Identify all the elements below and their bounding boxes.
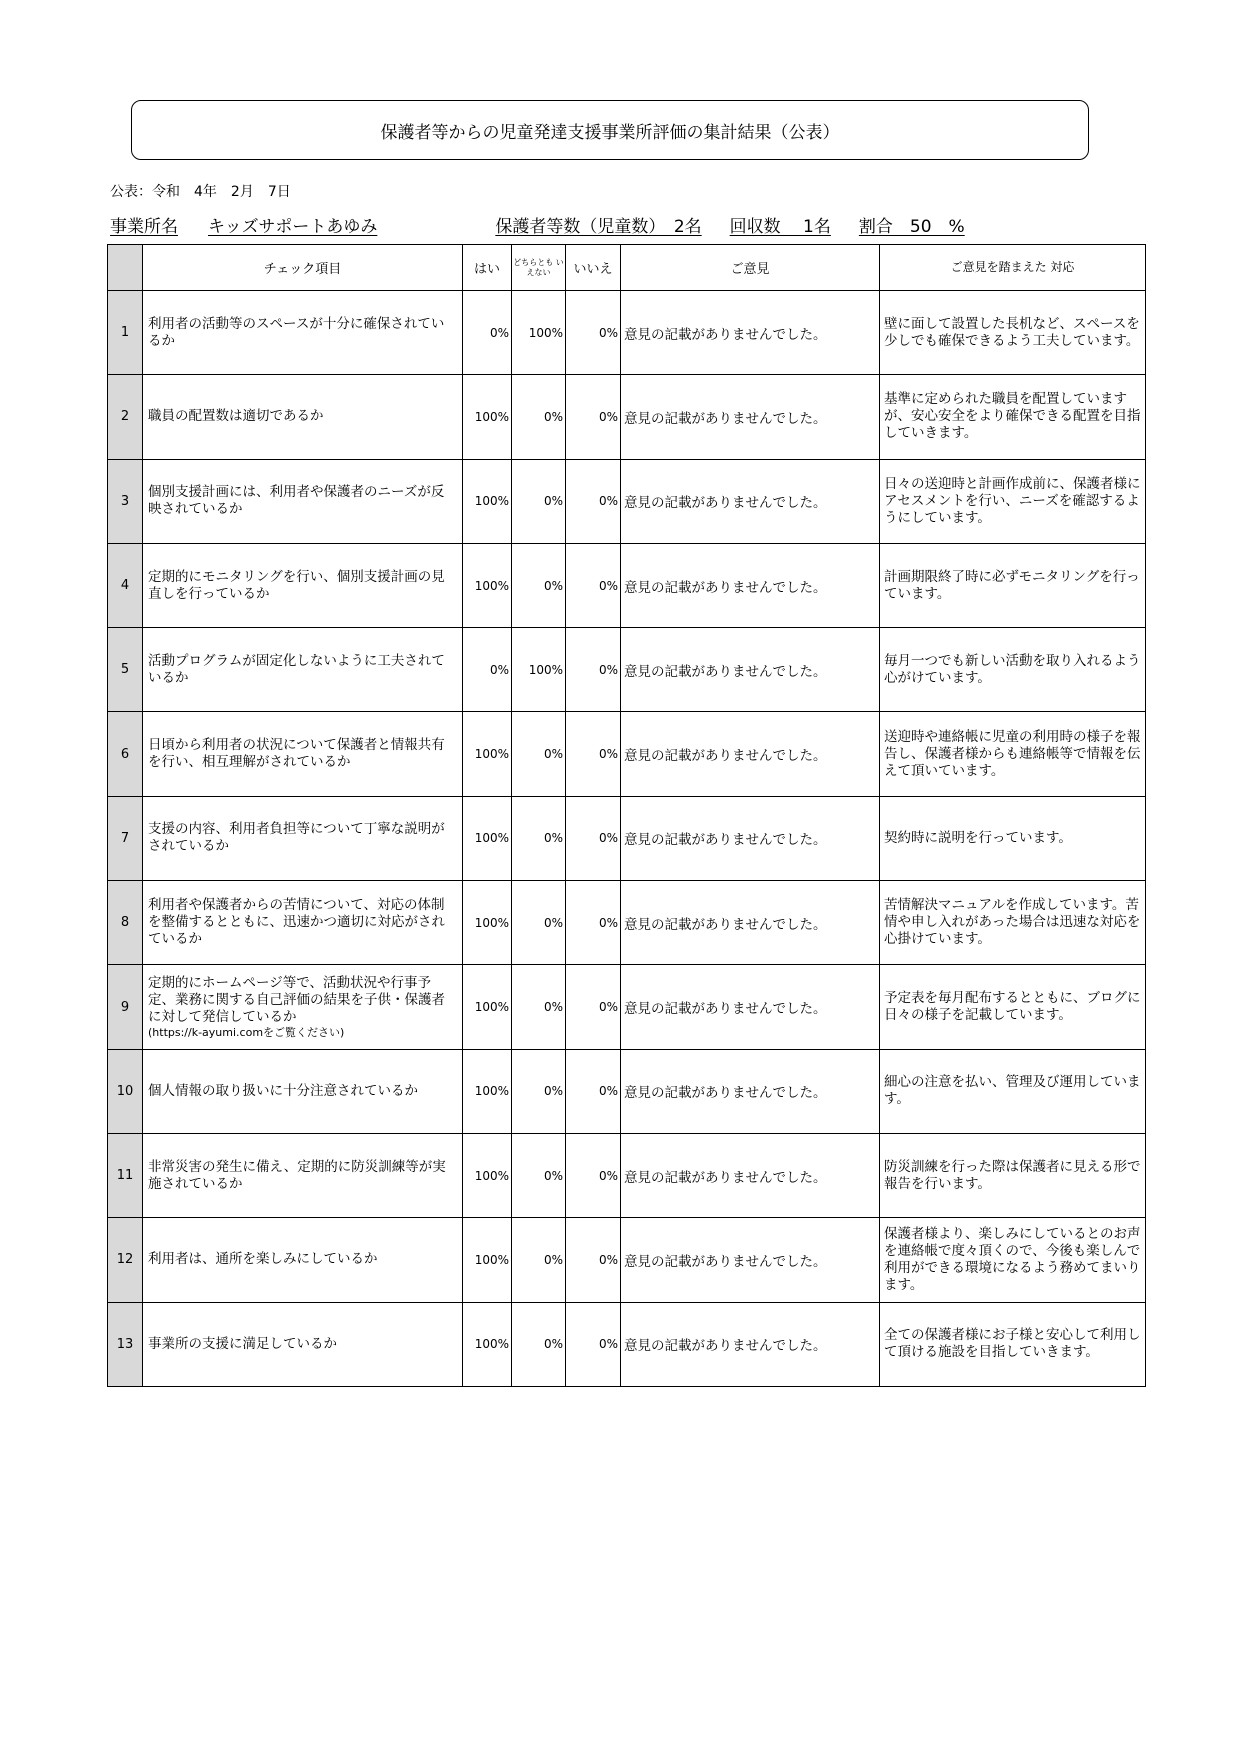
yes-percent: 100% xyxy=(463,459,512,543)
response-text: 全ての保護者様にお子様と安心して利用して頂ける施設を目指していきます。 xyxy=(880,1302,1146,1386)
neither-percent: 0% xyxy=(512,965,566,1049)
check-item xyxy=(143,459,463,543)
yes-percent: 0% xyxy=(463,628,512,712)
check-item-text: 定期的にホームページ等で、活動状況や行事予定、業務に関する自己評価の結果を子供・保護者に対して発信しているか xyxy=(148,974,445,1025)
yes-percent: 100% xyxy=(463,543,512,627)
office-label: 事業所名 xyxy=(110,217,178,237)
document-title: 保護者等からの児童発達支援事業所評価の集計結果（公表） xyxy=(131,100,1089,160)
row-number: 13 xyxy=(108,1302,143,1386)
no-percent: 0% xyxy=(566,1049,621,1133)
row-number: 5 xyxy=(108,628,143,712)
table-row xyxy=(108,375,1146,459)
response-text: 壁に面して設置した長机など、スペースを少しでも確保できるよう工夫しています。 xyxy=(880,291,1146,375)
opinion-text: 意見の記載がありませんでした。 xyxy=(621,712,880,796)
neither-percent: 0% xyxy=(512,1133,566,1217)
yes-percent: 100% xyxy=(463,1133,512,1217)
yes-percent: 0% xyxy=(463,291,512,375)
response-text: 日々の送迎時と計画作成前に、保護者様にアセスメントを行い、ニーズを確認するようにしています。 xyxy=(880,459,1146,543)
opinion-text: 意見の記載がありませんでした。 xyxy=(621,1133,880,1217)
response-ratio: 割合 50 % xyxy=(858,217,965,237)
neither-percent: 100% xyxy=(512,291,566,375)
check-item-text: 非常災害の発生に備え、定期的に防災訓練等が実施されているか xyxy=(148,1158,446,1192)
table-row xyxy=(108,796,1146,880)
yes-percent: 100% xyxy=(463,1049,512,1133)
table-row xyxy=(108,1133,1146,1217)
neither-percent: 0% xyxy=(512,881,566,965)
guardian-count: 保護者等数（児童数） 2名 xyxy=(495,217,702,237)
check-item-text: 利用者や保護者からの苦情について、対応の体制を整備するとともに、迅速かつ適切に対応がされているか xyxy=(148,897,445,948)
table-row xyxy=(108,543,1146,627)
check-item-text: 利用者の活動等のスペースが十分に確保されているか xyxy=(148,315,445,349)
publication-date: 公表：令和 4年 2月 7日 xyxy=(110,184,291,200)
no-percent: 0% xyxy=(566,965,621,1049)
check-item xyxy=(143,291,463,375)
check-item-text: 活動プログラムが固定化しないように工夫されているか xyxy=(148,652,445,686)
header-number xyxy=(108,245,143,291)
yes-percent: 100% xyxy=(463,796,512,880)
no-percent: 0% xyxy=(566,543,621,627)
row-number: 8 xyxy=(108,881,143,965)
check-item-text: 支援の内容、利用者負担等について丁寧な説明がされているか xyxy=(148,821,445,855)
header-neither: どちらとも いえない xyxy=(512,245,566,291)
no-percent: 0% xyxy=(566,796,621,880)
opinion-text: 意見の記載がありませんでした。 xyxy=(621,459,880,543)
response-text: 送迎時や連絡帳に児童の利用時の様子を報告し、保護者様からも連絡帳等で情報を伝えて頂いています。 xyxy=(880,712,1146,796)
row-number: 4 xyxy=(108,543,143,627)
row-number: 12 xyxy=(108,1218,143,1302)
neither-percent: 0% xyxy=(512,712,566,796)
neither-percent: 0% xyxy=(512,375,566,459)
yes-percent: 100% xyxy=(463,965,512,1049)
opinion-text: 意見の記載がありませんでした。 xyxy=(621,628,880,712)
table-row xyxy=(108,712,1146,796)
no-percent: 0% xyxy=(566,459,621,543)
header-item: チェック項目 xyxy=(143,245,463,291)
table-row xyxy=(108,1218,1146,1302)
yes-percent: 100% xyxy=(463,712,512,796)
check-item xyxy=(143,1302,463,1386)
check-item-text: 職員の配置数は適切であるか xyxy=(148,408,324,425)
check-item xyxy=(143,796,463,880)
opinion-text: 意見の記載がありませんでした。 xyxy=(621,965,880,1049)
opinion-text: 意見の記載がありませんでした。 xyxy=(621,1049,880,1133)
response-text: 苦情解決マニュアルを作成しています。苦情や申し入れがあった場合は迅速な対応を心掛けています。 xyxy=(880,881,1146,965)
row-number: 11 xyxy=(108,1133,143,1217)
no-percent: 0% xyxy=(566,628,621,712)
no-percent: 0% xyxy=(566,291,621,375)
row-number: 3 xyxy=(108,459,143,543)
header-opinion: ご意見 xyxy=(621,245,880,291)
row-number: 1 xyxy=(108,291,143,375)
neither-percent: 0% xyxy=(512,796,566,880)
neither-percent: 0% xyxy=(512,543,566,627)
no-percent: 0% xyxy=(566,881,621,965)
response-count: 回収数 1名 xyxy=(729,217,831,237)
yes-percent: 100% xyxy=(463,881,512,965)
neither-percent: 100% xyxy=(512,628,566,712)
yes-percent: 100% xyxy=(463,1218,512,1302)
table-row xyxy=(108,1049,1146,1133)
opinion-text: 意見の記載がありませんでした。 xyxy=(621,881,880,965)
no-percent: 0% xyxy=(566,1218,621,1302)
check-item xyxy=(143,965,463,1049)
response-text: 細心の注意を払い、管理及び運用しています。 xyxy=(880,1049,1146,1133)
check-item xyxy=(143,543,463,627)
neither-percent: 0% xyxy=(512,1302,566,1386)
yes-percent: 100% xyxy=(463,375,512,459)
evaluation-table xyxy=(107,244,1146,1387)
table-row xyxy=(108,1302,1146,1386)
table-row xyxy=(108,965,1146,1049)
header-response: ご意見を踏まえた 対応 xyxy=(880,245,1146,291)
neither-percent: 0% xyxy=(512,1049,566,1133)
row-number: 10 xyxy=(108,1049,143,1133)
check-item xyxy=(143,1218,463,1302)
table-row xyxy=(108,291,1146,375)
row-number: 9 xyxy=(108,965,143,1049)
yes-percent: 100% xyxy=(463,1302,512,1386)
opinion-text: 意見の記載がありませんでした。 xyxy=(621,1302,880,1386)
response-text: 契約時に説明を行っています。 xyxy=(880,796,1146,880)
count-info xyxy=(495,217,964,237)
table-row xyxy=(108,628,1146,712)
no-percent: 0% xyxy=(566,1302,621,1386)
row-number: 7 xyxy=(108,796,143,880)
check-item-text: 利用者は、通所を楽しみにしているか xyxy=(148,1251,378,1268)
opinion-text: 意見の記載がありませんでした。 xyxy=(621,1218,880,1302)
response-text: 防災訓練を行った際は保護者に見える形で報告を行います。 xyxy=(880,1133,1146,1217)
check-item-text: 個人情報の取り扱いに十分注意されているか xyxy=(148,1082,418,1099)
check-item-text: 日頃から利用者の状況について保護者と情報共有を行い、相互理解がされているか xyxy=(148,737,445,771)
opinion-text: 意見の記載がありませんでした。 xyxy=(621,796,880,880)
check-item xyxy=(143,1049,463,1133)
table-row xyxy=(108,881,1146,965)
check-item-text: 定期的にモニタリングを行い、個別支援計画の見直しを行っているか xyxy=(148,568,445,602)
check-item-text: 個別支援計画には、利用者や保護者のニーズが反映されているか xyxy=(148,484,445,518)
office-name: キッズサポートあゆみ xyxy=(208,217,378,237)
no-percent: 0% xyxy=(566,712,621,796)
opinion-text: 意見の記載がありませんでした。 xyxy=(621,543,880,627)
office-summary xyxy=(110,212,965,237)
response-text: 予定表を毎月配布するとともに、ブログに日々の様子を記載しています。 xyxy=(880,965,1146,1049)
neither-percent: 0% xyxy=(512,1218,566,1302)
check-item xyxy=(143,712,463,796)
check-item-note: (https://k-ayumi.comをご覧ください) xyxy=(148,1025,345,1039)
check-item xyxy=(143,628,463,712)
neither-percent: 0% xyxy=(512,459,566,543)
table-header-row xyxy=(108,245,1146,291)
check-item xyxy=(143,375,463,459)
response-text: 毎月一つでも新しい活動を取り入れるよう心がけています。 xyxy=(880,628,1146,712)
check-item-text: 事業所の支援に満足しているか xyxy=(148,1335,337,1352)
response-text: 基準に定められた職員を配置していますが、安心安全をより確保できる配置を目指していきます。 xyxy=(880,375,1146,459)
no-percent: 0% xyxy=(566,1133,621,1217)
header-yes: はい xyxy=(463,245,512,291)
check-item xyxy=(143,1133,463,1217)
row-number: 2 xyxy=(108,375,143,459)
no-percent: 0% xyxy=(566,375,621,459)
opinion-text: 意見の記載がありませんでした。 xyxy=(621,291,880,375)
row-number: 6 xyxy=(108,712,143,796)
check-item xyxy=(143,881,463,965)
table-row xyxy=(108,459,1146,543)
response-text: 計画期限終了時に必ずモニタリングを行っています。 xyxy=(880,543,1146,627)
opinion-text: 意見の記載がありませんでした。 xyxy=(621,375,880,459)
header-no: いいえ xyxy=(566,245,621,291)
response-text: 保護者様より、楽しみにしているとのお声を連絡帳で度々頂くので、今後も楽しんで利用ができる環境になるよう務めてまいります。 xyxy=(880,1218,1146,1302)
office-info xyxy=(110,217,487,237)
